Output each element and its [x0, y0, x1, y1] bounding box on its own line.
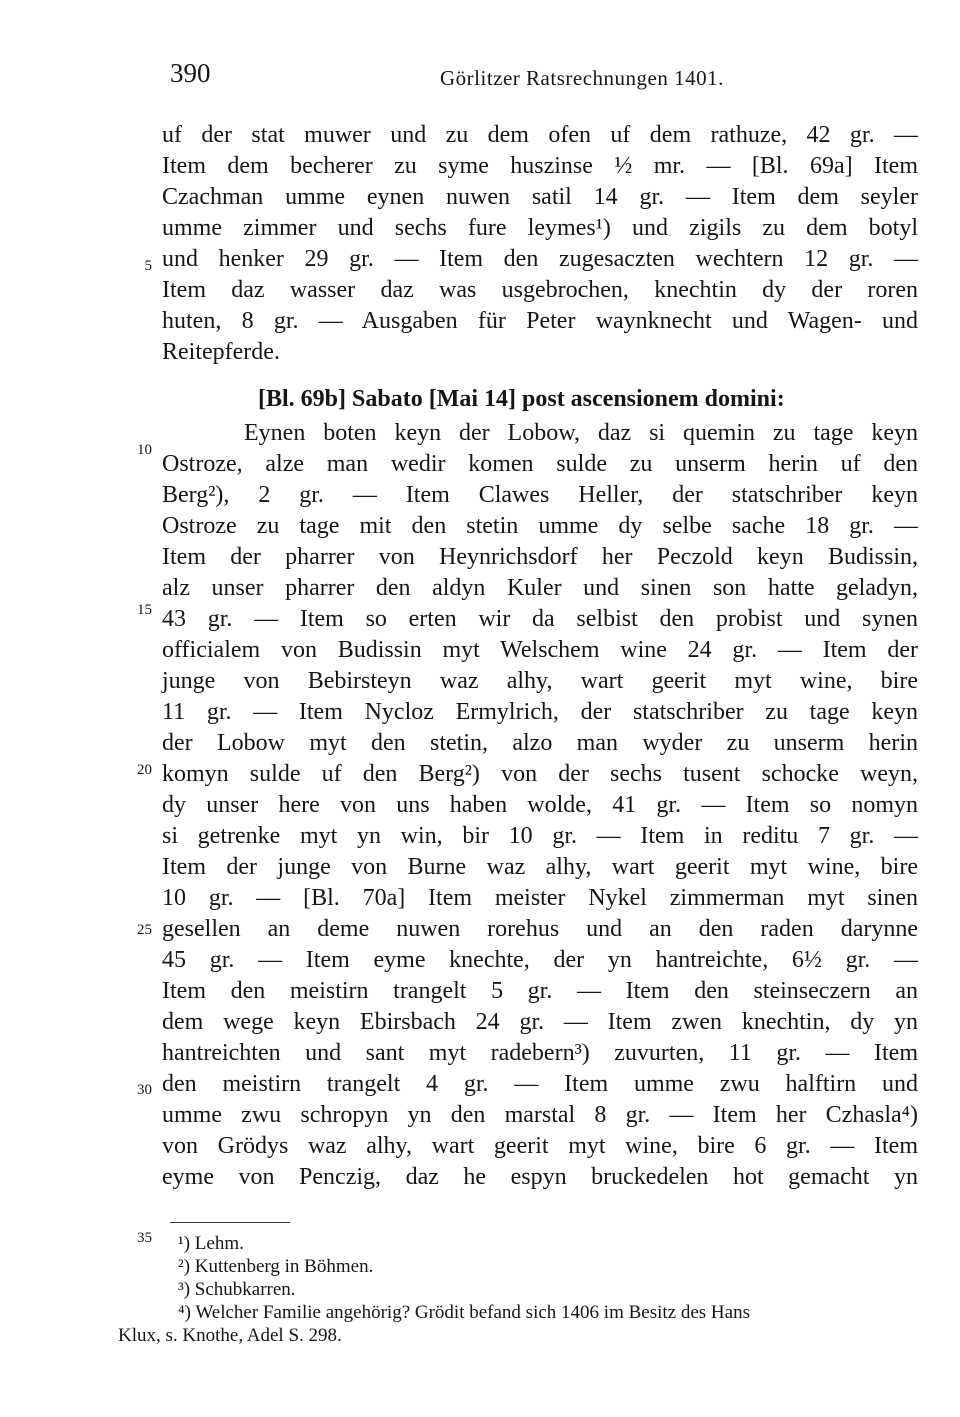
footnote: ⁴) Welcher Familie angehörig? Grödit befand sich 1406 im Besitz des Hans — [178, 1302, 750, 1323]
text-line: uf der stat muwer und zu dem ofen uf dem rathuze, 42 gr. — — [162, 122, 918, 148]
footnote: Klux, s. Knothe, Adel S. 298. — [118, 1325, 342, 1346]
text-line: dy unser here von uns haben wolde, 41 gr. — Item so nomyn — [162, 792, 918, 818]
text-line: 11 gr. — Item Nycloz Ermylrich, der statschriber zu tage keyn — [162, 699, 918, 725]
text-line: eyme von Penczig, daz he espyn bruckedelen hot gemacht yn — [162, 1164, 918, 1190]
footnote: ²) Kuttenberg in Böhmen. — [178, 1256, 374, 1277]
text-line: umme zwu schropyn yn den marstal 8 gr. — Item her Czhasla⁴) — [162, 1102, 918, 1128]
line-number: 30 — [137, 1082, 152, 1098]
running-head: Görlitzer Ratsrechnungen 1401. — [440, 66, 724, 90]
text-line: und henker 29 gr. — Item den zugesacztеn wechtern 12 gr. — — [162, 246, 918, 272]
text-line: von Grödys waz alhy, wart geerit myt wine, bire 6 gr. — Item — [162, 1133, 918, 1159]
text-line: Item den meistirn trangelt 5 gr. — Item den steinseczern an — [162, 978, 918, 1004]
section-heading: [Bl. 69b] Sabato [Mai 14] post ascensionem domini: — [258, 386, 785, 412]
text-line: Eynen boten keyn der Lobow, daz si quemin zu tage keyn — [244, 420, 918, 446]
page-header — [170, 58, 890, 98]
text-line: Item daz wasser daz was usgebrochen, knechtin dy der roren — [162, 277, 918, 303]
text-line: umme zimmer und sechs fure leymes¹) und zigils zu dem botyl — [162, 215, 918, 241]
text-line: si getrenke myt yn win, bir 10 gr. — Item in reditu 7 gr. — — [162, 823, 918, 849]
text-line: den meistirn trangelt 4 gr. — Item umme zwu halftirn und — [162, 1071, 918, 1097]
line-number: 15 — [137, 602, 152, 618]
text-line: Item dem becherer zu syme huszinse ½ mr. — [Bl. 69a] Item — [162, 153, 918, 179]
text-line: Item der junge von Burne waz alhy, wart geerit myt wine, bire — [162, 854, 918, 880]
footnote-rule — [170, 1222, 290, 1223]
line-number: 5 — [144, 258, 152, 274]
line-number: 25 — [137, 922, 152, 938]
line-number: 10 — [137, 442, 152, 458]
text-line: 45 gr. — Item eyme knechte, der yn hantreichte, 6½ gr. — — [162, 947, 918, 973]
text-line: alz unser pharrer den aldyn Kuler und sinen son hatte geladyn, — [162, 575, 918, 601]
footnote: ¹) Lehm. — [178, 1233, 244, 1254]
text-line: junge von Bebirsteyn waz alhy, wart geerit myt wine, bire — [162, 668, 918, 694]
text-line: Item der pharrer von Heynrichsdorf her Peczold keyn Budissin, — [162, 544, 918, 570]
text-line: gesellen an deme nuwen rorehus und an den raden darynne — [162, 916, 918, 942]
text-line: officialem von Budissin myt Welschem wine 24 gr. — Item der — [162, 637, 918, 663]
text-line: Berg²), 2 gr. — Item Clawes Heller, der statschriber keyn — [162, 482, 918, 508]
line-number: 20 — [137, 762, 152, 778]
text-line: komyn sulde uf den Berg²) von der sechs tusent schocke weyn, — [162, 761, 918, 787]
text-line: dem wege keyn Ebirsbach 24 gr. — Item zwen knechtin, dy yn — [162, 1009, 918, 1035]
text-line: Czachman umme eynen nuwen satil 14 gr. — Item dem seyler — [162, 184, 918, 210]
text-line: hantreichten und sant myt radebern³) zuvurten, 11 gr. — Item — [162, 1040, 918, 1066]
page-number: 390 — [170, 58, 211, 88]
text-line: 10 gr. — [Bl. 70a] Item meister Nykel zimmerman myt sinen — [162, 885, 918, 911]
text-line: Reitepferde. — [162, 339, 280, 365]
text-line: 43 gr. — Item so erten wir da selbist den probist und synen — [162, 606, 918, 632]
text-line: der Lobow myt den stetin, alzo man wyder zu unserm herin — [162, 730, 918, 756]
line-number: 35 — [137, 1230, 152, 1246]
text-line: huten, 8 gr. — Ausgaben für Peter waynknecht und Wagen- und — [162, 308, 918, 334]
text-line: Ostroze zu tage mit den stetin umme dy selbe sache 18 gr. — — [162, 513, 918, 539]
footnote: ³) Schubkarren. — [178, 1279, 296, 1300]
text-line: Ostroze, alze man wedir komen sulde zu unserm herin uf den — [162, 451, 918, 477]
